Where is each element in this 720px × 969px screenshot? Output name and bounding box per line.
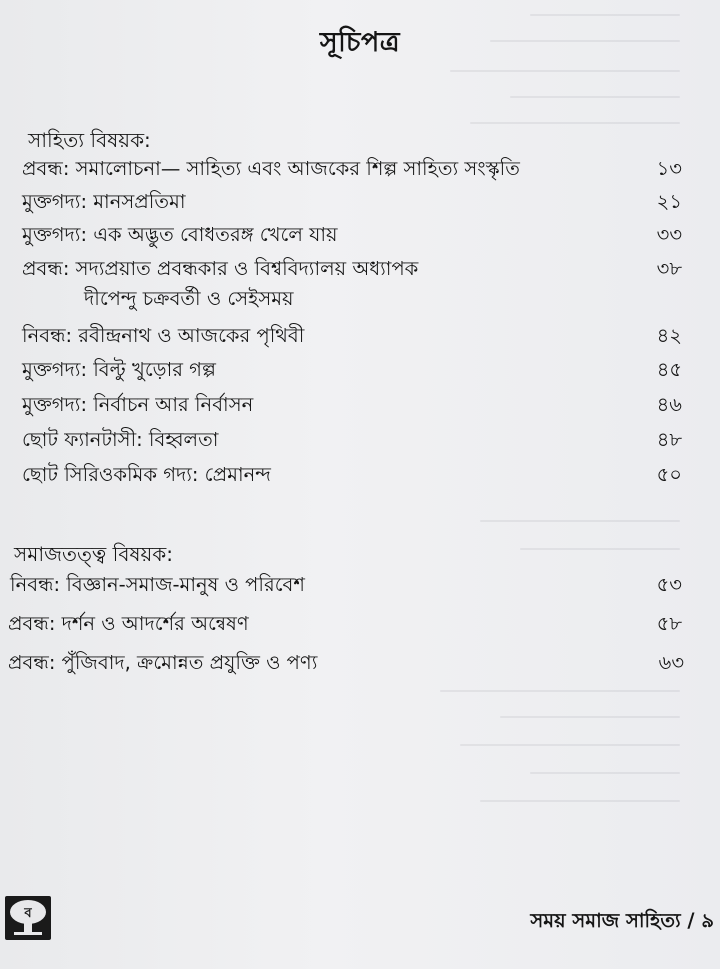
bleed-through-line	[510, 96, 680, 98]
toc-entry-page: ৪৬	[656, 393, 682, 416]
bleed-through-line	[500, 716, 680, 718]
section-heading-literature: সাহিত্য বিষয়ক:	[28, 128, 151, 152]
logo-letter: ব	[24, 906, 32, 921]
toc-entry-page: ১৩	[656, 157, 682, 180]
toc-entry-title: প্রবন্ধ: দর্শন ও আদর্শের অন্বেষণ	[8, 612, 249, 635]
toc-entry-title: মুক্তগদ্য: এক অদ্ভুত বোধতরঙ্গ খেলে যায়	[22, 223, 338, 246]
toc-entry-title: ছোট ফ্যানটাসী: বিহ্বলতা	[22, 428, 219, 451]
toc-entry-page: ৪৫	[656, 358, 682, 381]
toc-entry-page: ৩৮	[656, 257, 682, 280]
toc-entry-page: ৫৮	[656, 612, 682, 635]
toc-entry[interactable]	[22, 256, 682, 316]
bleed-through-line	[530, 14, 680, 16]
tree-logo-icon	[4, 895, 52, 941]
toc-entry-title: নিবন্ধ: রবীন্দ্রনাথ ও আজকের পৃথিবী	[22, 324, 305, 347]
toc-entry-title: প্রবন্ধ: সমালোচনা— সাহিত্য এবং আজকের শিল্প সাহিত্য সংস্কৃতি	[22, 157, 520, 180]
toc-entry-page: ২১	[656, 190, 682, 213]
toc-entry-title: মুক্তগদ্য: বিল্টু খুড়োর গল্প	[22, 358, 216, 381]
running-title: সময় সমাজ সাহিত্য / ৯	[530, 909, 714, 932]
toc-entry-page: ৪২	[656, 324, 682, 347]
toc-entry-title: প্রবন্ধ: পুঁজিবাদ, ক্রমোন্নত প্রযুক্তি ও পণ্য	[8, 651, 318, 674]
bleed-through-line	[470, 122, 680, 124]
toc-entry-title: ছোট সিরিওকমিক গদ্য: প্রেমানন্দ	[22, 463, 271, 486]
bleed-through-line	[460, 744, 680, 746]
toc-entry-page: ৫৩	[656, 573, 682, 596]
bleed-through-line	[480, 800, 680, 802]
bleed-through-line	[440, 690, 680, 692]
toc-entry-title-continuation: দীপেন্দু চক্রবর্তী ও সেইসময়	[84, 287, 294, 310]
section-heading-sociology: সমাজতত্ত্ব বিষয়ক:	[14, 542, 173, 566]
toc-entry-page: ৫০	[656, 463, 682, 486]
bleed-through-line	[520, 548, 680, 550]
toc-entry-page: ৩৩	[656, 223, 682, 246]
toc-entry-title: নিবন্ধ: বিজ্ঞান-সমাজ-মানুষ ও পরিবেশ	[10, 573, 305, 596]
toc-entry-page: ৪৮	[656, 428, 682, 451]
toc-entry-title: প্রবন্ধ: সদ্যপ্রয়াত প্রবন্ধকার ও বিশ্ববিদ্যালয় অধ্যাপক	[22, 257, 419, 280]
toc-entry-title: মুক্তগদ্য: নির্বাচন আর নির্বাসন	[22, 393, 254, 416]
page-title: সূচিপত্র	[319, 27, 401, 58]
toc-entry-title: মুক্তগদ্য: মানসপ্রতিমা	[22, 190, 186, 213]
bleed-through-line	[530, 772, 680, 774]
toc-entry-page: ৬৩	[658, 651, 684, 674]
bleed-through-line	[450, 70, 680, 72]
bleed-through-line	[480, 520, 680, 522]
